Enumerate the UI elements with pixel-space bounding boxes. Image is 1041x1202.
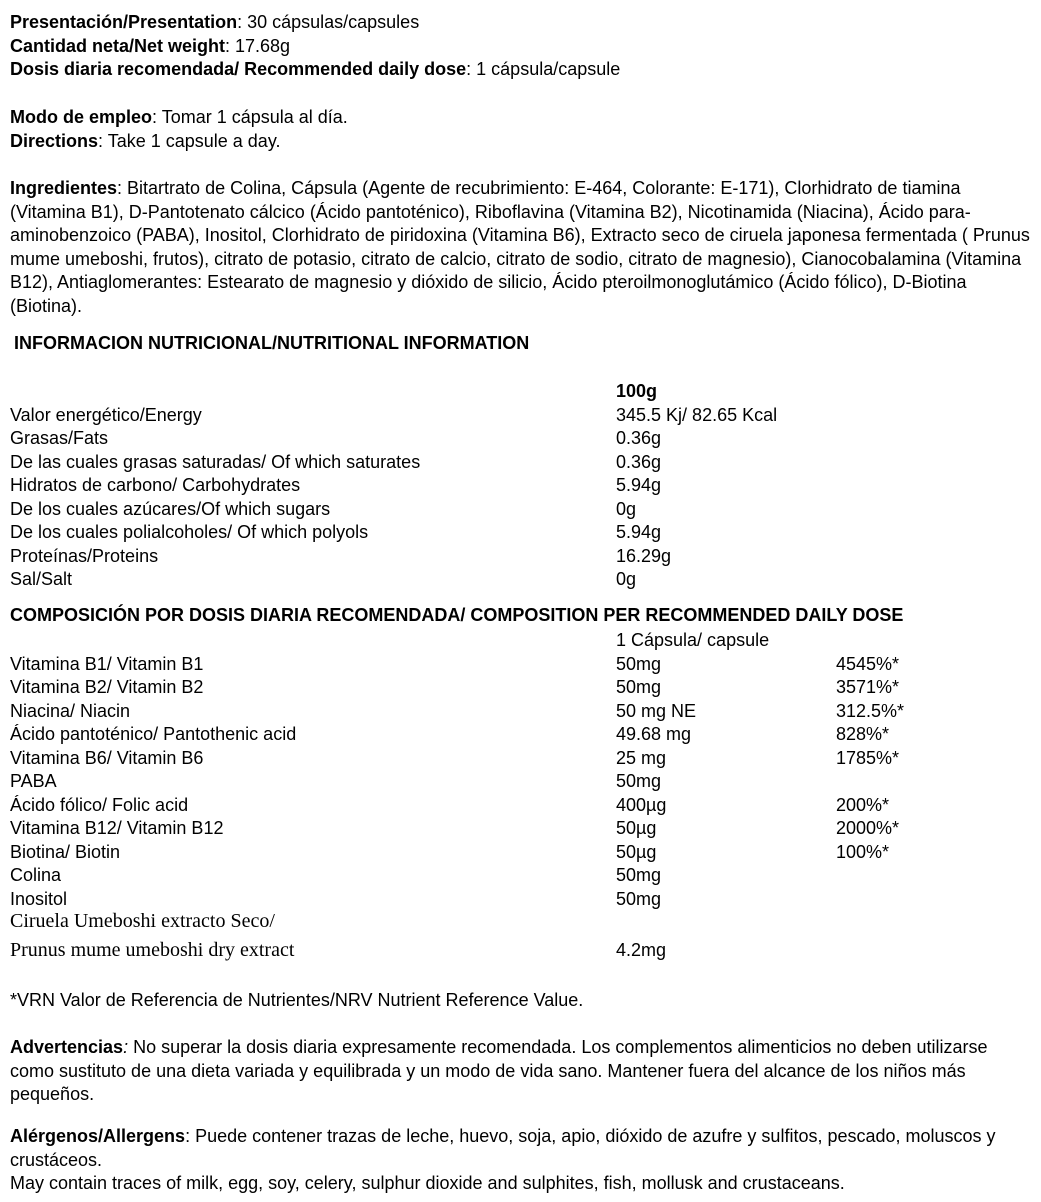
- component-amount: 50 mg NE: [616, 701, 697, 721]
- extract-name-line1: Ciruela Umeboshi extracto Seco/: [10, 910, 275, 932]
- component-amount: 25 mg: [616, 748, 667, 768]
- table-row: [0, 404, 1041, 428]
- component-amount: 50mg: [616, 889, 662, 909]
- warnings-label: Advertencias: [10, 1037, 124, 1057]
- table-row: [0, 700, 1041, 724]
- nutrient-name: Sal/Salt: [10, 569, 73, 589]
- component-name: Niacina/ Niacin: [10, 701, 131, 721]
- composition-column-header: 1 Cápsula/ capsule: [616, 630, 770, 650]
- allergens-label: Alérgenos/Allergens: [10, 1126, 186, 1146]
- daily-dose-value: : 1 cápsula/capsule: [466, 59, 621, 80]
- nutrient-value: 0g: [616, 569, 637, 589]
- nutrient-name: Hidratos de carbono/ Carbohydrates: [10, 475, 301, 495]
- net-weight-label: Cantidad neta/Net weight: [10, 35, 226, 56]
- nutrient-value: 16.29g: [616, 546, 672, 566]
- table-row: [0, 521, 1041, 545]
- component-name: Biotina/ Biotin: [10, 842, 121, 862]
- table-row: [0, 723, 1041, 747]
- usage-section: [10, 106, 1035, 153]
- nutrient-value: 5.94g: [616, 475, 662, 495]
- nutrient-value: 0.36g: [616, 428, 662, 448]
- ingredients-label: Ingredientes: [10, 178, 118, 198]
- component-vrn: 828%*: [836, 724, 890, 744]
- component-vrn: 3571%*: [836, 677, 900, 697]
- component-amount: 50mg: [616, 771, 662, 791]
- component-vrn: 312.5%*: [836, 701, 905, 721]
- warnings-paragraph: [10, 1036, 1034, 1107]
- warnings-section: [10, 1036, 1034, 1107]
- nutrition-column-header: 100g: [616, 381, 658, 401]
- table-row: [0, 864, 1041, 888]
- component-amount: 50mg: [616, 654, 662, 674]
- ingredients-paragraph: [10, 177, 1032, 319]
- nutrient-value: 5.94g: [616, 522, 662, 542]
- usage-en-line: [10, 130, 1035, 154]
- component-vrn: 100%*: [836, 842, 890, 862]
- component-amount: 50µg: [616, 842, 657, 862]
- usage-es-line: [10, 106, 1035, 130]
- nutrition-title: INFORMACION NUTRICIONAL/NUTRITIONAL INFORMATION: [14, 333, 530, 353]
- usage-es-label: Modo de empleo: [10, 107, 153, 127]
- component-amount: 50mg: [616, 865, 662, 885]
- nutrient-value: 345.5 Kj/ 82.65 Kcal: [616, 405, 778, 425]
- component-name: Ácido pantoténico/ Pantothenic acid: [10, 724, 297, 744]
- component-name: Colina: [10, 865, 62, 885]
- component-vrn: 2000%*: [836, 818, 900, 838]
- extract-amount: 4.2mg: [616, 940, 667, 960]
- ingredients-section: [10, 177, 1032, 319]
- table-row: [0, 451, 1041, 475]
- table-row: [0, 888, 1041, 912]
- table-row: [0, 498, 1041, 522]
- daily-dose-label: Dosis diaria recomendada/ Recommended daily dose: [10, 59, 467, 80]
- allergens-section: [10, 1125, 1034, 1196]
- component-vrn: 4545%*: [836, 654, 900, 674]
- allergens-es-paragraph: [10, 1125, 1034, 1172]
- component-amount: 49.68 mg: [616, 724, 692, 744]
- extract-name-line2: Prunus mume umeboshi dry extract: [10, 939, 295, 961]
- allergens-text-es: : Puede contener trazas de leche, huevo, soja, apio, dióxido de azufre y sulfitos, pescado, moluscos y crustáceos.: [10, 1126, 996, 1170]
- allergens-text-en: May contain traces of milk, egg, soy, celery, sulphur dioxide and sulphites, fish, mollusk and crustaceans.: [10, 1173, 845, 1194]
- nutrient-name: Valor energético/Energy: [10, 405, 202, 425]
- nutrient-value: 0.36g: [616, 452, 662, 472]
- nutrition-header-row: [0, 380, 1041, 404]
- table-row: [0, 427, 1041, 451]
- warnings-text: No superar la dosis diaria expresamente recomendada. Los complementos alimenticios no deben utilizarse como sustituto de una dieta variada y equilibrada y un modo de vida sano. Mantener fuera del alcance de los niños más pequeños.: [10, 1037, 988, 1105]
- extract-row-line2: [0, 939, 1041, 963]
- nutrient-name: De las cuales grasas saturadas/ Of which saturates: [10, 452, 421, 472]
- table-row: [0, 817, 1041, 841]
- component-vrn: 1785%*: [836, 748, 900, 768]
- usage-es-value: : Tomar 1 cápsula al día.: [152, 107, 348, 127]
- ingredients-text: : Bitartrato de Colina, Cápsula (Agente de recubrimiento: E-464, Colorante: E-171), Clorhidrato de tiamina (Vitamina B1), D-Pantotenato cálcico (Ácido pantoténico), Riboflavina (Vitamina B2), Nicotinamida (Niacina), Ácido para-aminobenzoico (PABA), Inositol, Clorhidrato de piridoxina (Vitamina B6), Extracto seco de ciruela japonesa fermentada ( Prunus mume umeboshi, frutos), citrato de potasio, citrato de calcio, citrato de sodio, citrato de magnesio), Cianocobalamina (Vitamina B12), Antiaglomerantes: Estearato de magnesio y dióxido de silicio, Ácido pteroilmonoglutámico (Ácido fólico), D-Biotina (Biotina).: [10, 178, 1030, 316]
- component-name: Vitamina B12/ Vitamin B12: [10, 818, 224, 838]
- table-row: [0, 747, 1041, 771]
- presentation-value: : 30 cápsulas/capsules: [237, 12, 420, 32]
- component-name: Vitamina B6/ Vitamin B6: [10, 748, 204, 768]
- nutrient-name: De los cuales polialcoholes/ Of which polyols: [10, 522, 369, 542]
- daily-dose-line: [10, 58, 1035, 82]
- table-row: [0, 676, 1041, 700]
- composition-title: COMPOSICIÓN POR DOSIS DIARIA RECOMENDADA/ COMPOSITION PER RECOMMENDED DAILY DOSE: [10, 605, 904, 625]
- presentation-label: Presentación/Presentation: [10, 12, 238, 32]
- component-amount: 50µg: [616, 818, 657, 838]
- presentation-line: [10, 11, 1035, 35]
- footnote-text: *VRN Valor de Referencia de Nutrientes/NRV Nutrient Reference Value.: [10, 990, 584, 1010]
- extract-row-line1: [0, 910, 1041, 934]
- table-row: [0, 568, 1041, 592]
- table-row: [0, 653, 1041, 677]
- footnote: [10, 989, 1035, 1013]
- composition-header-row: [0, 629, 1041, 653]
- table-row: [0, 545, 1041, 569]
- component-name: Inositol: [10, 889, 68, 909]
- nutrient-name: Grasas/Fats: [10, 428, 109, 448]
- nutrient-value: 0g: [616, 499, 637, 519]
- net-weight-line: [10, 35, 1035, 59]
- table-row: [0, 770, 1041, 794]
- table-row: [0, 794, 1041, 818]
- component-vrn: 200%*: [836, 795, 890, 815]
- warnings-colon: :: [123, 1037, 129, 1057]
- component-amount: 400µg: [616, 795, 667, 815]
- component-amount: 50mg: [616, 677, 662, 697]
- nutrient-name: De los cuales azúcares/Of which sugars: [10, 499, 331, 519]
- product-header: [10, 11, 1035, 82]
- component-name: Ácido fólico/ Folic acid: [10, 795, 189, 815]
- component-name: PABA: [10, 771, 57, 791]
- net-weight-value: : 17.68g: [225, 35, 291, 56]
- component-name: Vitamina B1/ Vitamin B1: [10, 654, 204, 674]
- usage-en-label: Directions: [10, 130, 99, 151]
- table-row: [0, 474, 1041, 498]
- table-row: [0, 841, 1041, 865]
- component-name: Vitamina B2/ Vitamin B2: [10, 677, 204, 697]
- usage-en-value: : Take 1 capsule a day.: [98, 130, 281, 151]
- nutrient-name: Proteínas/Proteins: [10, 546, 159, 566]
